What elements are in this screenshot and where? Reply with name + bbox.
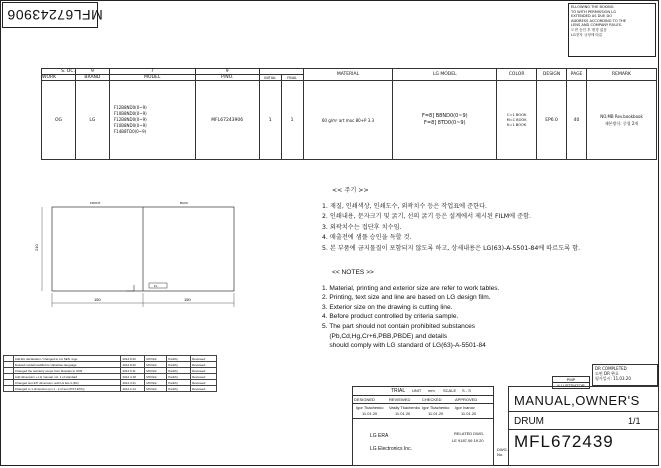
cell-work: OG bbox=[42, 81, 76, 160]
dr-date: 평가일시: 11.03.20 bbox=[595, 376, 631, 381]
history-cell: Mf.Park bbox=[145, 368, 167, 374]
header-brand: BRAND bbox=[75, 75, 109, 81]
doc-subtitle: DRUM bbox=[514, 416, 544, 427]
history-index bbox=[4, 386, 14, 392]
corner-bottom: WORK bbox=[42, 75, 76, 81]
inner-label: FL bbox=[154, 284, 158, 288]
role-reviewed: REVIEWED bbox=[389, 397, 411, 402]
related-label: RELATED DWG. bbox=[454, 431, 485, 436]
english-notes bbox=[322, 268, 499, 351]
illustrator-label: ILLUSTRATOR bbox=[552, 382, 590, 389]
label-box bbox=[149, 283, 167, 288]
dr-completed bbox=[592, 364, 658, 386]
header-code: 9 bbox=[195, 69, 259, 75]
related-value: LE 9187.06 19.20 bbox=[452, 438, 484, 443]
history-cell: Reviewed bbox=[191, 356, 217, 362]
korean-note: 2. 인쇄내용, 문자크기 및 굵기, 선의 굵기 등은 설계에서 제시된 FILM에 준함. bbox=[322, 213, 531, 221]
english-note: 4. Before product controlled by criteria sample. bbox=[322, 313, 459, 321]
history-cell: Park/bj bbox=[167, 380, 191, 386]
cell-initial: 1 bbox=[259, 81, 281, 160]
korean-notes bbox=[322, 186, 580, 255]
cell-color bbox=[497, 81, 537, 160]
notice-line: LG전자 규정에 따름 bbox=[571, 32, 603, 37]
doc-title: MANUAL,OWNER'S bbox=[514, 393, 640, 408]
history-cell: Mf.Park bbox=[145, 374, 167, 380]
name-designed: Igor Tkachenko bbox=[356, 405, 384, 410]
history-cell: 2012.5.11 bbox=[121, 368, 145, 374]
english-note: (Pb,Cd,Hg,Cr+6,PBB,PBDE) and details bbox=[322, 332, 448, 340]
history-cell: 2012.8.20 bbox=[121, 356, 145, 362]
dim-width-left: 150 bbox=[94, 297, 101, 302]
history-cell: 2012.3.21 bbox=[121, 380, 145, 386]
english-note: 1. Material, printing and exterior size are refer to work tables. bbox=[322, 284, 500, 292]
english-note: 5. The part should not contain prohibited substances bbox=[322, 322, 476, 330]
header-lg-model: LG MODEL bbox=[393, 69, 497, 81]
title-rule bbox=[508, 429, 659, 430]
dim-height: 210 bbox=[34, 244, 39, 251]
cell-remark bbox=[587, 81, 657, 160]
header-model: MODEL bbox=[109, 75, 195, 81]
history-cell: 2012.2.14 bbox=[121, 386, 145, 392]
header-color: COLOR bbox=[497, 69, 537, 81]
part-number: MFL672439 bbox=[514, 432, 614, 451]
pmp-label: PMP bbox=[552, 376, 590, 383]
model-line: F12B8ND0(0~9) bbox=[113, 105, 147, 110]
cell-pno: MFL67243906 bbox=[195, 81, 259, 160]
role-checked: CHECKED bbox=[422, 397, 442, 402]
history-cell: Park/bj bbox=[167, 386, 191, 392]
scale-value: S - S bbox=[462, 388, 471, 393]
history-row bbox=[4, 386, 217, 392]
header-code: 7 bbox=[109, 69, 195, 75]
notice-line: LENS AND COMPANY RULES. bbox=[571, 23, 623, 28]
history-cell: Changed to 1 dimension (on 1 - 2 of text (PST-ETA)) bbox=[13, 386, 121, 392]
history-cell: Reviewed bbox=[191, 362, 217, 368]
history-cell: Mf.Park bbox=[145, 362, 167, 368]
cell-final: 1 bbox=[281, 81, 303, 160]
history-cell: Reviewed bbox=[191, 374, 217, 380]
date-designed: 11.01.20 bbox=[362, 411, 378, 416]
header-remark: REMARK bbox=[587, 69, 657, 81]
header-initial: INITIAL bbox=[259, 75, 281, 81]
cell-brand: LG bbox=[75, 81, 109, 160]
header-page: PAGE bbox=[567, 69, 587, 81]
color-line: K=1 BOOK bbox=[507, 122, 527, 127]
cell-page: 40 bbox=[567, 81, 587, 160]
korean-note: 4. 매출전에 샘플 승인을 득할 것. bbox=[322, 234, 412, 242]
korean-note: 1. 재질, 인쇄색상, 인쇄도수, 외곽치수 등은 작업표에 준한다. bbox=[322, 202, 488, 210]
top-right-notice bbox=[568, 3, 656, 57]
header-design: DESIGN bbox=[537, 69, 567, 81]
header-code: 9 bbox=[75, 69, 109, 75]
history-cell: Reviewed bbox=[191, 380, 217, 386]
cell-lg-models bbox=[393, 81, 497, 160]
revision-history bbox=[3, 355, 217, 392]
history-cell: Changed text ETI dimension: add LG EA-4-(D4) bbox=[13, 380, 121, 386]
history-cell: Park/bj bbox=[167, 362, 191, 368]
korean-note: 3. 외곽치수는 접단후 치수임. bbox=[322, 223, 402, 231]
notice-line: TO WITH PERMISSION LG bbox=[571, 9, 616, 14]
model-line: F10B8ND0(0~9) bbox=[113, 111, 147, 116]
remark-line: NO.MB Rev.bookbook bbox=[600, 114, 643, 119]
lg-model-line: F=8] B8ND0(0~9) bbox=[421, 113, 468, 119]
scale-label: SCALE bbox=[443, 388, 457, 393]
english-notes-title: << NOTES >> bbox=[332, 269, 374, 276]
corner-top: S. OC. bbox=[42, 69, 76, 75]
notice-line: EXTENDED AS DUE DO bbox=[571, 14, 613, 19]
dr-korean: 도면 DR 완료 bbox=[595, 371, 619, 376]
history-cell: Park/bj bbox=[167, 374, 191, 380]
title-rule bbox=[508, 411, 659, 412]
title-block-rule bbox=[352, 403, 494, 404]
spec-table bbox=[41, 68, 657, 160]
trial-label: TRIAL bbox=[391, 388, 406, 394]
corner-mark bbox=[126, 285, 134, 291]
remark-line: 제본방식: 중철 2개 bbox=[604, 121, 639, 126]
cell-material: 60 g/m² art moc 80+P 3.3 bbox=[303, 81, 393, 160]
role-designed: DESIGNED bbox=[354, 397, 375, 402]
english-note: should comply with LG standard of LG(63)-A-5501-84 bbox=[322, 342, 486, 350]
history-cell: Mf.Park bbox=[145, 386, 167, 392]
top-label-left: FRONT bbox=[90, 201, 101, 205]
history-cell: Add EU declaration / changed to LG SEN. logo bbox=[13, 356, 121, 362]
date-approved: 11.01.20 bbox=[461, 411, 477, 416]
color-line: C=1 BOOK bbox=[506, 112, 527, 117]
corner-code-box bbox=[2, 2, 103, 28]
header-material: MATERIAL bbox=[303, 69, 393, 81]
lg-model-line: F=8] 8TD0(0~9) bbox=[424, 120, 466, 126]
dr-completed-label: DR COMPLETED bbox=[595, 366, 627, 371]
korean-note: 5. 본 부품에 금지물질이 포함되지 않도록 하고, 상세내용은 LG(63)-A-5501-84에 따르도록 함. bbox=[322, 244, 581, 252]
english-note: 2. Printing, text size and line are based on LG design film. bbox=[322, 294, 491, 302]
title-block-rule bbox=[352, 395, 494, 396]
dwg-no-label: DWG. No. bbox=[497, 447, 508, 457]
history-cell: 2012.8.20 bbox=[121, 362, 145, 368]
notice-line: ELLOWING THE BOXING bbox=[571, 5, 614, 9]
unit-value: mm bbox=[428, 388, 435, 393]
title-block-rule bbox=[352, 418, 494, 419]
history-cell: Park/bj bbox=[167, 368, 191, 374]
unit-label: UNIT bbox=[412, 388, 422, 393]
color-line: M=1 BOOK bbox=[506, 117, 527, 122]
sheet-number: 1/1 bbox=[628, 416, 641, 426]
history-cell: Reviewed bbox=[191, 368, 217, 374]
company-2: LG Electronics Inc. bbox=[370, 446, 412, 452]
model-line: F14B8TD0(0~9) bbox=[113, 129, 147, 134]
notice-line: 도면 승인 후 변경 없음 bbox=[571, 27, 607, 32]
model-line: F10B8ND0(0~9) bbox=[113, 123, 147, 128]
name-checked: Igor Tkachenko bbox=[422, 405, 450, 410]
english-note: 3. Exterior size on the drawing is cutting line. bbox=[322, 303, 453, 311]
history-cell: Reviewed bbox=[191, 386, 217, 392]
model-line: F12B8ND0(0~9) bbox=[113, 117, 147, 122]
name-approved: Igor Ivanov bbox=[455, 405, 475, 410]
date-checked: 11.01.20 bbox=[428, 411, 444, 416]
notice-line: ADDRESS ACCORDING TO THE bbox=[571, 18, 626, 23]
booklet-outline-drawing bbox=[30, 195, 250, 315]
history-cell: Deleted model/modified to Ukrainian language bbox=[13, 362, 121, 368]
top-label-right: BACK bbox=[180, 201, 189, 205]
role-approved: APPROVED bbox=[455, 397, 478, 402]
company-1: LG ERA bbox=[370, 433, 389, 439]
header-final: FINAL bbox=[281, 75, 303, 81]
history-cell: Add dimension + LG manual. ref. 1 of standard bbox=[13, 374, 121, 380]
cell-design: EP6.0 bbox=[537, 81, 567, 160]
korean-notes-title: << 주기 >> bbox=[332, 187, 369, 194]
corner-code: MFL67243906 bbox=[7, 7, 103, 23]
history-cell: Changed the warranty scope from Russian to UKR bbox=[13, 368, 121, 374]
history-cell: 2012.4.18 bbox=[121, 374, 145, 380]
history-cell: Mf.Park bbox=[145, 356, 167, 362]
history-cell: Mf.Park bbox=[145, 380, 167, 386]
history-cell: Park/bj bbox=[167, 356, 191, 362]
date-reviewed: 11.01.20 bbox=[395, 411, 411, 416]
header-pno: P/NO. bbox=[195, 75, 259, 81]
name-reviewed: Vasily Tkachenko bbox=[389, 405, 420, 410]
dim-width-right: 150 bbox=[184, 297, 191, 302]
cell-models bbox=[109, 81, 195, 160]
